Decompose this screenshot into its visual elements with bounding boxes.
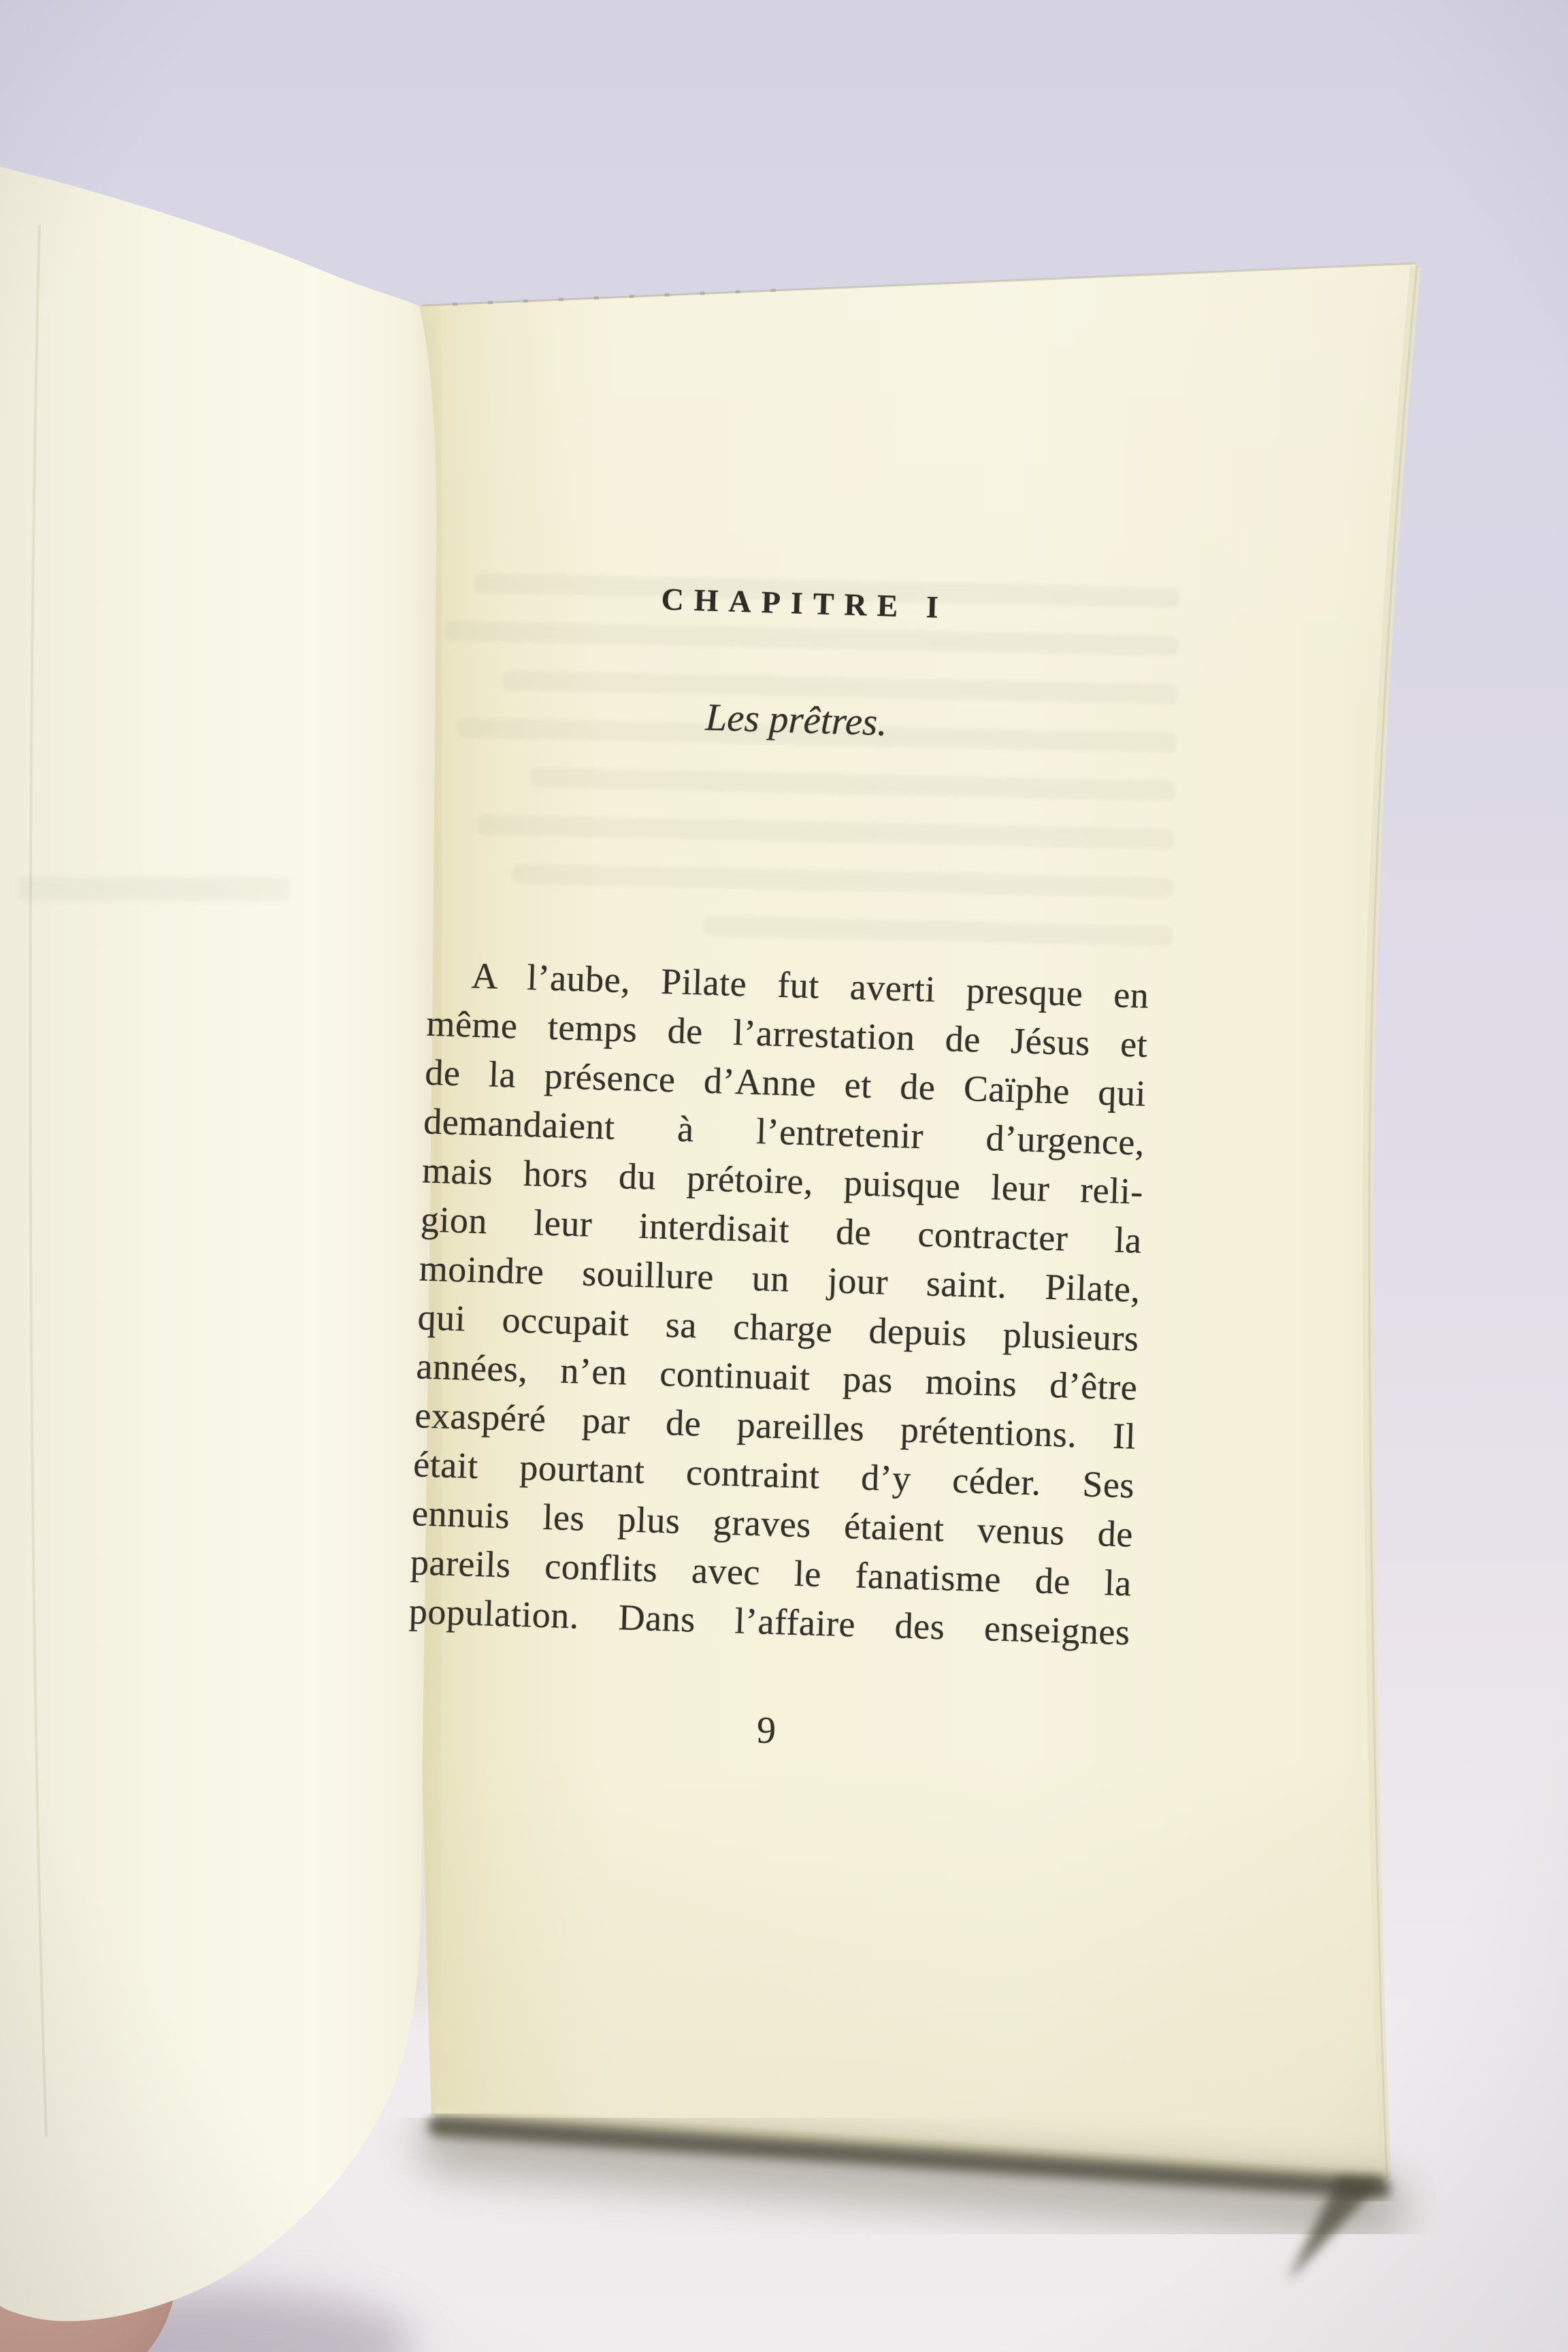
- paragraph-line: était pourtant contraint d’y céder. Ses: [412, 1443, 1135, 1506]
- paragraph-line: ennuis les plus graves étaient venus de: [411, 1492, 1134, 1555]
- chapter-heading: CHAPITRE I: [660, 581, 949, 625]
- paragraph-line: pareils conflits avec le fanatisme de la: [410, 1541, 1132, 1604]
- showthrough-line: [18, 877, 290, 901]
- paragraph-line: demandaient à l’entretenir d’urgence,: [423, 1100, 1145, 1163]
- paragraph-line: moindre souillure un jour saint. Pilate,: [419, 1247, 1141, 1310]
- paragraph-line: exaspéré par de pareilles prétentions. Il: [414, 1394, 1137, 1457]
- paragraph-line: mais hors du prétoire, puisque leur reli-: [421, 1149, 1144, 1212]
- chapter-subtitle: Les prêtres.: [704, 696, 888, 745]
- paragraph-line: gion leur interdisait de contracter la: [420, 1198, 1143, 1261]
- paragraph-line: population. Dans l’affaire des enseignes: [408, 1590, 1131, 1653]
- page-content: [401, 259, 1171, 1912]
- paragraph-line: années, n’en continuait pas moins d’être: [415, 1345, 1139, 1408]
- showthrough-stamp: [18, 877, 290, 901]
- paragraph-line: de la présence d’Anne et de Caïphe qui: [424, 1051, 1147, 1114]
- paragraph-line: A l’aube, Pilate fut averti presque en: [470, 955, 1150, 1016]
- page-number: 9: [756, 1709, 777, 1752]
- paragraph-line: même temps de l’arrestation de Jésus et: [425, 1002, 1149, 1065]
- body-paragraph: [408, 950, 1149, 1657]
- paragraph-line: qui occupait sa charge depuis plusieurs: [416, 1296, 1140, 1359]
